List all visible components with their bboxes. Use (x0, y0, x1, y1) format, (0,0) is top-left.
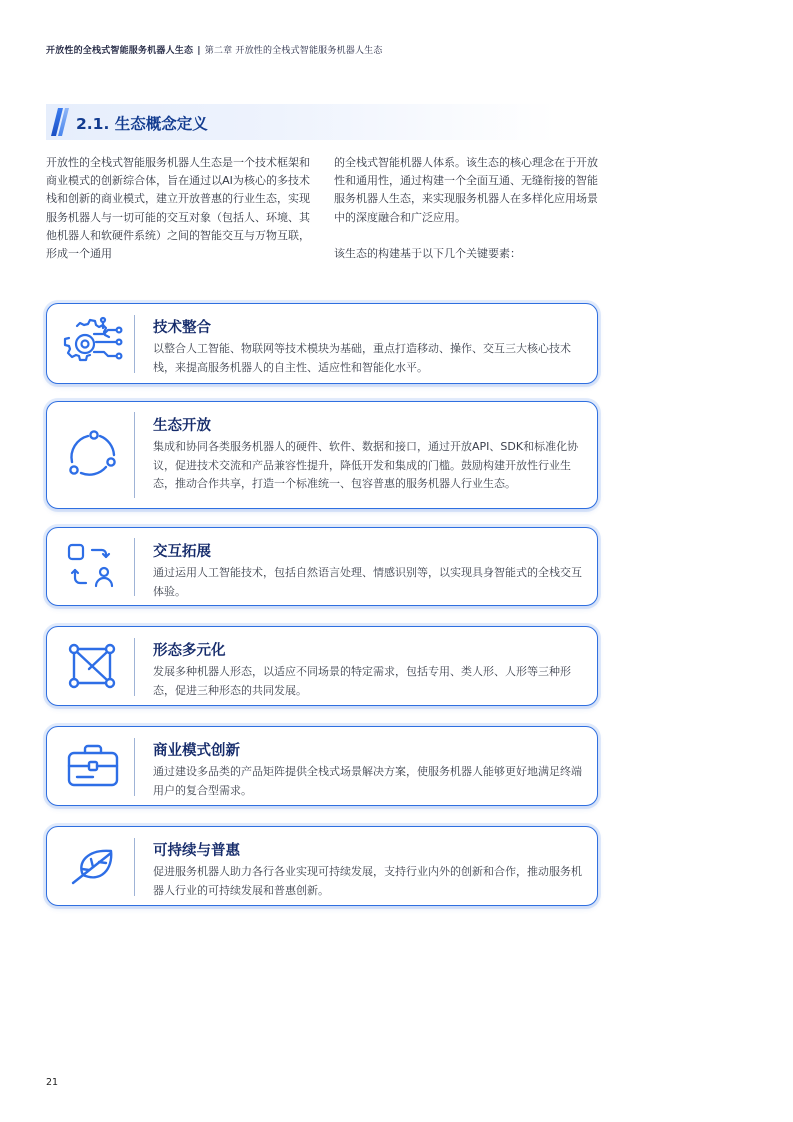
card-description: 通过运用人工智能技术，包括自然语言处理、情感识别等，以实现具身智能式的全栈交互体验。 (153, 566, 582, 598)
interaction-icon (59, 539, 129, 595)
card-description: 发展多种机器人形态，以适应不同场景的特定需求，包括专用、类人形、人形等三种形态，促进三种形态的共同发展。 (153, 665, 571, 697)
gear-circuit-icon (59, 316, 129, 372)
card-description: 通过建设多品类的产品矩阵提供全栈式场景解决方案，使服务机器人能够更好地满足终端用户的复合型需求。 (153, 765, 582, 797)
header-left: 开放性的全栈式智能服务机器人生态 (46, 46, 194, 56)
intro-right-paragraph: 的全栈式智能机器人体系。该生态的核心理念在于开放性和通用性，通过构建一个全面互通、无缝衔接的智能服务机器人生态，来实现服务机器人在多样化应用场景中的深度融合和广泛应用。 (334, 156, 598, 224)
card-business-model-innovation (46, 726, 598, 806)
header-separator: | (197, 46, 201, 56)
card-title: 形态多元化 (153, 643, 226, 659)
intro-right-column (334, 154, 598, 263)
leaf-icon (59, 839, 129, 895)
card-title: 交互拓展 (153, 544, 211, 560)
card-divider (134, 838, 135, 896)
header-right: 第二章 开放性的全栈式智能服务机器人生态 (204, 46, 383, 56)
card-sustainability-inclusiveness (46, 826, 598, 906)
intro-left-paragraph: 开放性的全栈式智能服务机器人生态是一个技术框架和商业模式的创新综合体，旨在通过以AI为核心的多技术栈和创新的商业模式，建立开放普惠的行业生态，实现服务机器人与一切可能的交互对象（包括人、环境、其他机器人和软硬件系统）之间的智能交互与万物互联，形成一个通用 (46, 156, 310, 261)
card-divider (134, 538, 135, 596)
section-title: 2.1. 生态概念定义 (76, 115, 208, 133)
cycle-arrows-icon (59, 426, 129, 482)
card-divider (134, 412, 135, 498)
page-number: 21 (46, 1077, 59, 1088)
briefcase-icon (59, 739, 129, 795)
card-interaction-expansion (46, 527, 598, 606)
section-banner (46, 104, 556, 140)
card-title: 生态开放 (153, 418, 211, 434)
card-description: 以整合人工智能、物联网等技术模块为基础，重点打造移动、操作、交互三大核心技术栈，来提高服务机器人的自主性、适应性和智能化水平。 (153, 342, 571, 374)
card-divider (134, 738, 135, 796)
card-description: 集成和协同各类服务机器人的硬件、软件、数据和接口，通过开放API、SDK和标准化协议，促进技术交流和产品兼容性提升，降低开发和集成的门槛。鼓励构建开放性行业生态，推动合作共享，打造一个标准统一、包容普惠的服务机器人行业生态。 (153, 440, 579, 491)
card-title: 商业模式创新 (153, 743, 240, 759)
running-header (46, 43, 383, 56)
card-tech-integration (46, 303, 598, 384)
card-divider (134, 315, 135, 373)
card-description: 促进服务机器人助力各行各业实现可持续发展，支持行业内外的创新和合作，推动服务机器人行业的可持续发展和普惠创新。 (153, 865, 582, 897)
slash-decoration-icon (48, 104, 74, 140)
card-title: 技术整合 (153, 320, 211, 336)
card-divider (134, 638, 135, 696)
node-network-icon (59, 639, 129, 695)
card-ecosystem-openness (46, 401, 598, 509)
card-form-diversification (46, 626, 598, 706)
intro-right-paragraph-2: 该生态的构建基于以下几个关键要素： (334, 246, 521, 260)
card-title: 可持续与普惠 (153, 843, 240, 859)
